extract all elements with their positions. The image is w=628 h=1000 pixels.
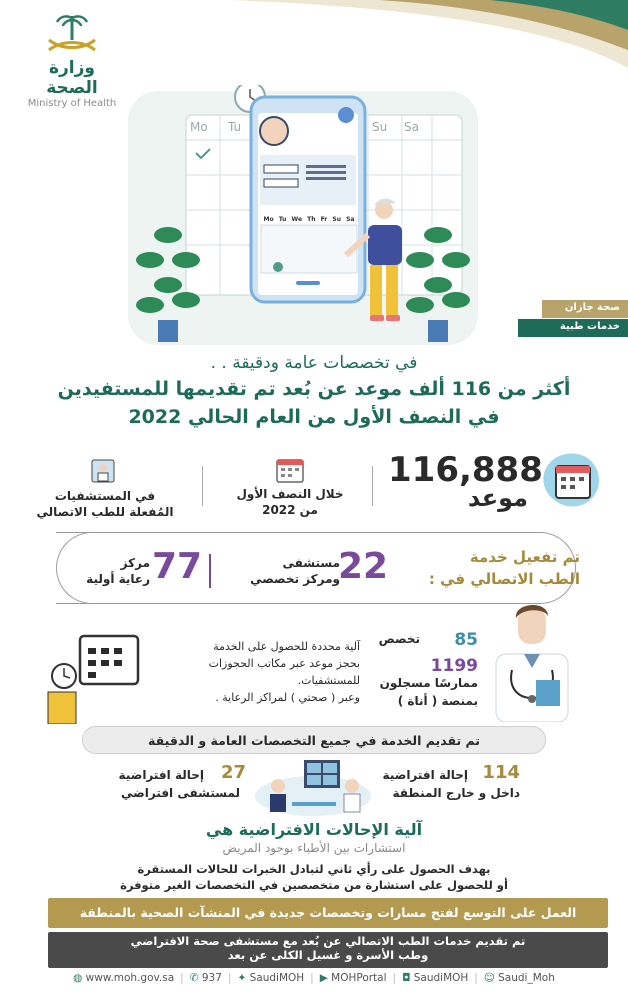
mini-day-we: We: [291, 216, 303, 223]
virtual-goal-1: بهدف الحصول على رأي ثاني لتبادل الخبرات للحالات المستقرة: [137, 862, 491, 876]
footer-youtube-label: MOHPortal: [331, 972, 387, 984]
calendar-scene-illustration: [128, 85, 478, 345]
doctor-tablet-icon: [88, 456, 118, 486]
hospitals-count-label-2: ومركز تخصصي: [250, 572, 340, 586]
footer-phone[interactable]: [190, 972, 222, 984]
cal-day-sa: Sa: [404, 120, 419, 134]
mechanism-line-3: للمستشفيات.: [297, 674, 360, 687]
footer-instagram-label: SaudiMOH: [413, 972, 469, 984]
cal-day-tu: Tu: [228, 120, 242, 134]
headline-line-2: في النصف الأول من العام الحالي 2022: [128, 406, 500, 428]
mini-day-sa: Sa: [346, 216, 355, 223]
expansion-bar: العمل على التوسع لفتح مسارات وتخصصات جديدة في المنشآت الصحية بالمنطقة: [48, 898, 608, 928]
virtual-goal-2: أو للحصول على استشارة من متخصصين في التخصصات الغير متوفرة: [120, 878, 508, 892]
category-tag: خدمات طبية: [518, 319, 628, 337]
footer-twitter-label: SaudiMOH: [249, 972, 305, 984]
practitioners-label-2: بمنصة ( أناة ): [397, 694, 478, 708]
specialties-label: تخصص: [378, 632, 420, 646]
twitter-icon: ✦: [237, 972, 247, 984]
footer-phone-label: 937: [201, 972, 222, 984]
logo-arabic-name: وزارة الصحة: [46, 58, 98, 98]
palm-swords-logo-icon: [37, 12, 107, 54]
hospitals-count-label-1: مستشفى: [282, 556, 340, 570]
hospitals-line-1: في المستشفيات: [54, 489, 156, 503]
headline-line-1: أكثر من 116 ألف موعد عن بُعد تم تقديمها للمستفيدين: [57, 378, 571, 400]
mini-day-mo: Mo: [263, 216, 274, 223]
dark-bar: [48, 932, 608, 968]
footer-website[interactable]: [73, 972, 174, 984]
activation-label-1: تم تفعيل خدمة: [469, 548, 580, 566]
divider: [209, 554, 211, 588]
dark-bar-line-1: تم تقديم خدمات الطب الاتصالي عن بُعد مع مستشفى صحة الافتراضي: [130, 934, 526, 948]
phone-icon: ✆: [189, 972, 199, 984]
activation-label-2: الطب الاتصالي في :: [428, 570, 580, 588]
mini-day-fr: Fr: [320, 216, 328, 223]
calendar-icon: [536, 448, 606, 512]
mini-day-th: Th: [307, 216, 316, 223]
cal-day-su: Su: [372, 120, 388, 134]
mechanism-line-4: وعبر ( صحتي ) لمراكز الرعاية .: [215, 691, 360, 704]
mechanism-line-2: بحجز موعد عبر مكاتب الحجوزات: [208, 657, 360, 670]
footer-website-label: www.moh.gov.sa: [85, 972, 175, 984]
cal-day-mo: Mo: [190, 120, 208, 134]
centers-count: 77: [152, 546, 203, 587]
appointments-unit: موعد: [467, 484, 528, 512]
headline-subtitle: في تخصصات عامة ودقيقة . .: [210, 353, 418, 373]
separator: |: [310, 972, 314, 984]
separator: |: [227, 972, 232, 984]
footer-snapchat-label: Saudi_Moh: [498, 972, 555, 984]
moh-logo: [22, 12, 122, 109]
separator: |: [180, 972, 184, 984]
mini-day-tu: Tu: [278, 216, 287, 223]
instagram-icon: ◘: [402, 972, 411, 984]
referrals-2-label-2: لمستشفى افتراضي: [120, 786, 240, 800]
referrals-1-label-2: داخل و خارج المنطقة: [392, 786, 520, 800]
youtube-icon: ▶: [319, 972, 328, 984]
hospitals-count: 22: [338, 546, 389, 587]
referrals-2-label-1: إحالة افتراضية: [118, 768, 204, 782]
centers-count-label-1: مركز: [120, 556, 150, 570]
appointments-number: 116,888: [388, 450, 543, 490]
virtual-consultation-illustration: [252, 756, 374, 818]
practitioners-label-1: ممارسًا مسجلون: [379, 676, 478, 690]
header-swoosh: [230, 0, 628, 70]
footer: [0, 972, 628, 984]
referrals-1-label-1: إحالة افتراضية: [382, 768, 468, 782]
separator: |: [392, 972, 397, 984]
hospitals-line-2: المُفعلة للطب الاتصالي: [36, 505, 174, 519]
footer-twitter[interactable]: [237, 972, 304, 984]
logo-english-name: Ministry of Health: [27, 98, 117, 109]
mini-day-su: Su: [332, 216, 341, 223]
service-pill: تم تقديم الخدمة في جميع التخصصات العامة و الدقيقة: [82, 726, 546, 754]
footer-instagram[interactable]: [402, 972, 468, 984]
virtual-title: آلية الإحالات الافتراضية هي: [205, 820, 423, 839]
referrals-1-number: 114: [482, 762, 520, 783]
mechanism-line-1: آلية محددة للحصول على الخدمة: [213, 640, 360, 653]
referrals-2-number: 27: [220, 762, 246, 783]
globe-icon: ◍: [73, 972, 83, 984]
separator: |: [474, 972, 478, 984]
divider: [202, 466, 203, 506]
period-line-1: خلال النصف الأول: [236, 487, 344, 501]
calendar-small-icon: [275, 456, 305, 484]
mini-calendar-header: [261, 216, 357, 223]
hero-illustration: [128, 85, 478, 345]
doctor-illustration: [478, 598, 588, 722]
dark-bar-line-2: وطب الأسرة و غسيل الكلى عن بعد: [227, 948, 429, 962]
footer-snapchat[interactable]: [484, 972, 555, 984]
specialties-number: 85: [454, 630, 478, 650]
divider: [372, 466, 373, 506]
period-line-2: من 2022: [262, 503, 318, 517]
booking-calendar-icon: [46, 632, 142, 724]
region-tag: صحة جازان: [542, 300, 628, 318]
centers-count-label-2: رعاية أولية: [86, 572, 150, 586]
footer-youtube[interactable]: [320, 972, 387, 984]
practitioners-number: 1199: [430, 656, 478, 676]
virtual-subtitle: استشارات بين الأطباء بوجود المريض: [222, 841, 406, 855]
snapchat-icon: ☺: [483, 972, 495, 984]
